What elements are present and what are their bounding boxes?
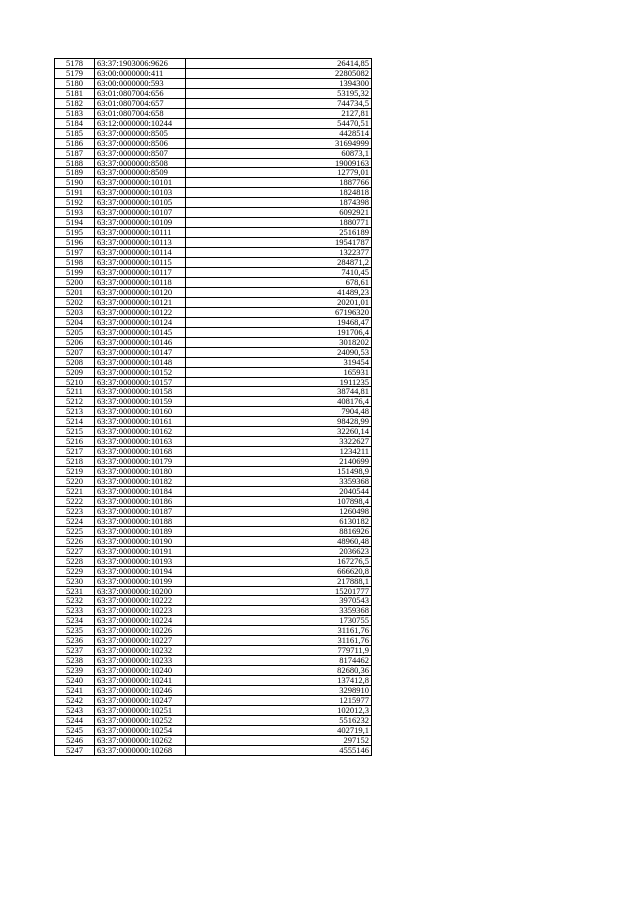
cadastral-value: 151498,9 (186, 467, 372, 477)
cadastral-value: 26414,85 (186, 59, 372, 69)
cadastral-number: 63:37:0000000:10241 (95, 676, 186, 686)
cadastral-value: 3359368 (186, 477, 372, 487)
cadastral-value: 1874398 (186, 198, 372, 208)
cadastral-value: 3359368 (186, 606, 372, 616)
row-number: 5200 (55, 277, 95, 287)
cadastral-number: 63:37:0000000:8505 (95, 128, 186, 138)
table-row (55, 128, 372, 138)
cadastral-value: 6092921 (186, 208, 372, 218)
cadastral-number: 63:37:0000000:10145 (95, 327, 186, 337)
table-row (55, 88, 372, 98)
row-number: 5187 (55, 148, 95, 158)
cadastral-number: 63:37:0000000:10251 (95, 705, 186, 715)
cadastral-number: 63:37:0000000:10105 (95, 198, 186, 208)
row-number: 5196 (55, 238, 95, 248)
table-row (55, 168, 372, 178)
cadastral-value: 1880771 (186, 218, 372, 228)
cadastral-number: 63:37:0000000:10232 (95, 646, 186, 656)
row-number: 5195 (55, 228, 95, 238)
cadastral-number: 63:37:0000000:10160 (95, 407, 186, 417)
row-number: 5220 (55, 477, 95, 487)
table-row (55, 656, 372, 666)
cadastral-value: 19541787 (186, 238, 372, 248)
cadastral-number: 63:37:0000000:10222 (95, 596, 186, 606)
cadastral-number: 63:37:0000000:10113 (95, 238, 186, 248)
cadastral-number: 63:37:0000000:10109 (95, 218, 186, 228)
row-number: 5182 (55, 98, 95, 108)
table-row (55, 526, 372, 536)
cadastral-number: 63:00:0000000:411 (95, 68, 186, 78)
row-number: 5244 (55, 715, 95, 725)
cadastral-number: 63:37:0000000:10194 (95, 566, 186, 576)
row-number: 5208 (55, 357, 95, 367)
cadastral-value: 137412,8 (186, 676, 372, 686)
row-number: 5221 (55, 486, 95, 496)
table-row (55, 118, 372, 128)
cadastral-number: 63:37:0000000:10152 (95, 367, 186, 377)
cadastral-number: 63:37:0000000:10103 (95, 188, 186, 198)
row-number: 5183 (55, 108, 95, 118)
cadastral-number: 63:37:0000000:10226 (95, 626, 186, 636)
cadastral-number: 63:37:0000000:10114 (95, 248, 186, 258)
cadastral-value: 4428514 (186, 128, 372, 138)
row-number: 5234 (55, 616, 95, 626)
table-row (55, 277, 372, 287)
row-number: 5230 (55, 576, 95, 586)
table-row (55, 467, 372, 477)
table-row (55, 636, 372, 646)
table-row (55, 387, 372, 397)
table-row (55, 268, 372, 278)
cadastral-number: 63:37:0000000:10233 (95, 656, 186, 666)
cadastral-value: 666620,8 (186, 566, 372, 576)
cadastral-number: 63:37:0000000:10168 (95, 447, 186, 457)
cadastral-value: 32260,14 (186, 427, 372, 437)
table-row (55, 208, 372, 218)
table-row (55, 596, 372, 606)
row-number: 5193 (55, 208, 95, 218)
cadastral-number: 63:37:0000000:10163 (95, 437, 186, 447)
cadastral-number: 63:37:0000000:10179 (95, 457, 186, 467)
table-row (55, 745, 372, 755)
cadastral-number: 63:37:0000000:10157 (95, 377, 186, 387)
cadastral-number: 63:37:0000000:10200 (95, 586, 186, 596)
row-number: 5241 (55, 686, 95, 696)
cadastral-values-table (54, 58, 372, 756)
row-number: 5209 (55, 367, 95, 377)
cadastral-value: 102012,3 (186, 705, 372, 715)
cadastral-value: 19468,47 (186, 317, 372, 327)
table-row (55, 715, 372, 725)
table-row (55, 516, 372, 526)
row-number: 5210 (55, 377, 95, 387)
cadastral-value: 15201777 (186, 586, 372, 596)
cadastral-value: 1911235 (186, 377, 372, 387)
row-number: 5178 (55, 59, 95, 69)
cadastral-number: 63:37:0000000:10252 (95, 715, 186, 725)
table-row (55, 646, 372, 656)
row-number: 5181 (55, 88, 95, 98)
cadastral-value: 1394300 (186, 78, 372, 88)
cadastral-number: 63:37:0000000:10262 (95, 735, 186, 745)
row-number: 5199 (55, 268, 95, 278)
table-row (55, 506, 372, 516)
table-row (55, 397, 372, 407)
cadastral-number: 63:37:0000000:10101 (95, 178, 186, 188)
cadastral-number: 63:37:0000000:10122 (95, 307, 186, 317)
cadastral-value: 2040544 (186, 486, 372, 496)
table-row (55, 427, 372, 437)
cadastral-number: 63:37:0000000:10107 (95, 208, 186, 218)
cadastral-number: 63:37:0000000:10147 (95, 347, 186, 357)
table-row (55, 626, 372, 636)
cadastral-number: 63:37:0000000:8507 (95, 148, 186, 158)
table-body (55, 59, 372, 756)
cadastral-value: 744734,5 (186, 98, 372, 108)
table-row (55, 347, 372, 357)
row-number: 5239 (55, 666, 95, 676)
row-number: 5216 (55, 437, 95, 447)
cadastral-value: 4555146 (186, 745, 372, 755)
cadastral-value: 19009163 (186, 158, 372, 168)
cadastral-number: 63:37:0000000:10189 (95, 526, 186, 536)
cadastral-number: 63:37:0000000:10148 (95, 357, 186, 367)
cadastral-number: 63:37:0000000:10146 (95, 337, 186, 347)
table-row (55, 188, 372, 198)
table-row (55, 238, 372, 248)
row-number: 5243 (55, 705, 95, 715)
cadastral-value: 1730755 (186, 616, 372, 626)
cadastral-value: 31161,76 (186, 626, 372, 636)
row-number: 5246 (55, 735, 95, 745)
row-number: 5180 (55, 78, 95, 88)
cadastral-number: 63:37:0000000:10223 (95, 606, 186, 616)
cadastral-number: 63:37:0000000:10247 (95, 696, 186, 706)
table-row (55, 258, 372, 268)
table-row (55, 546, 372, 556)
table-row (55, 437, 372, 447)
table-row (55, 218, 372, 228)
cadastral-number: 63:37:0000000:10118 (95, 277, 186, 287)
cadastral-value: 20201,01 (186, 297, 372, 307)
row-number: 5190 (55, 178, 95, 188)
table-row (55, 477, 372, 487)
cadastral-number: 63:37:0000000:10268 (95, 745, 186, 755)
row-number: 5214 (55, 417, 95, 427)
row-number: 5212 (55, 397, 95, 407)
row-number: 5215 (55, 427, 95, 437)
cadastral-number: 63:37:0000000:10187 (95, 506, 186, 516)
table-row (55, 447, 372, 457)
cadastral-number: 63:37:0000000:10115 (95, 258, 186, 268)
cadastral-value: 2127,81 (186, 108, 372, 118)
cadastral-value: 1215977 (186, 696, 372, 706)
cadastral-number: 63:37:0000000:10188 (95, 516, 186, 526)
cadastral-number: 63:00:0000000:593 (95, 78, 186, 88)
cadastral-value: 67196320 (186, 307, 372, 317)
cadastral-value: 408176,4 (186, 397, 372, 407)
cadastral-value: 107898,4 (186, 496, 372, 506)
cadastral-value: 8174462 (186, 656, 372, 666)
row-number: 5184 (55, 118, 95, 128)
row-number: 5191 (55, 188, 95, 198)
table-row (55, 307, 372, 317)
row-number: 5218 (55, 457, 95, 467)
cadastral-value: 297152 (186, 735, 372, 745)
table-row (55, 198, 372, 208)
row-number: 5247 (55, 745, 95, 755)
cadastral-value: 12779,01 (186, 168, 372, 178)
cadastral-number: 63:37:0000000:10224 (95, 616, 186, 626)
row-number: 5228 (55, 556, 95, 566)
cadastral-value: 8816926 (186, 526, 372, 536)
cadastral-number: 63:37:0000000:10240 (95, 666, 186, 676)
row-number: 5219 (55, 467, 95, 477)
table-row (55, 138, 372, 148)
cadastral-number: 63:37:0000000:10227 (95, 636, 186, 646)
row-number: 5223 (55, 506, 95, 516)
cadastral-number: 63:37:0000000:10120 (95, 287, 186, 297)
table-row (55, 566, 372, 576)
cadastral-number: 63:37:0000000:10117 (95, 268, 186, 278)
cadastral-value: 7410,45 (186, 268, 372, 278)
cadastral-value: 41489,23 (186, 287, 372, 297)
cadastral-value: 191706,4 (186, 327, 372, 337)
table-row (55, 676, 372, 686)
cadastral-number: 63:01:0807004:656 (95, 88, 186, 98)
cadastral-number: 63:37:1903006:9626 (95, 59, 186, 69)
row-number: 5222 (55, 496, 95, 506)
table-row (55, 68, 372, 78)
cadastral-value: 402719,1 (186, 725, 372, 735)
table-row (55, 576, 372, 586)
table-row (55, 686, 372, 696)
cadastral-value: 678,61 (186, 277, 372, 287)
cadastral-value: 1234211 (186, 447, 372, 457)
cadastral-value: 1824818 (186, 188, 372, 198)
row-number: 5204 (55, 317, 95, 327)
row-number: 5211 (55, 387, 95, 397)
cadastral-number: 63:37:0000000:10162 (95, 427, 186, 437)
cadastral-value: 2036623 (186, 546, 372, 556)
cadastral-value: 60873,1 (186, 148, 372, 158)
table-row (55, 178, 372, 188)
cadastral-value: 2140699 (186, 457, 372, 467)
cadastral-value: 98428,99 (186, 417, 372, 427)
row-number: 5202 (55, 297, 95, 307)
table-row (55, 496, 372, 506)
cadastral-number: 63:37:0000000:10124 (95, 317, 186, 327)
table-row (55, 417, 372, 427)
cadastral-value: 3322627 (186, 437, 372, 447)
row-number: 5203 (55, 307, 95, 317)
row-number: 5179 (55, 68, 95, 78)
row-number: 5237 (55, 646, 95, 656)
cadastral-value: 22805082 (186, 68, 372, 78)
row-number: 5186 (55, 138, 95, 148)
table-row (55, 367, 372, 377)
cadastral-number: 63:37:0000000:10246 (95, 686, 186, 696)
table-row (55, 536, 372, 546)
table-row (55, 78, 372, 88)
table-row (55, 297, 372, 307)
table-row (55, 556, 372, 566)
row-number: 5198 (55, 258, 95, 268)
cadastral-number: 63:01:0807004:657 (95, 98, 186, 108)
table-row (55, 705, 372, 715)
row-number: 5206 (55, 337, 95, 347)
row-number: 5213 (55, 407, 95, 417)
cadastral-value: 284871,2 (186, 258, 372, 268)
cadastral-value: 2516189 (186, 228, 372, 238)
row-number: 5207 (55, 347, 95, 357)
cadastral-value: 779711,9 (186, 646, 372, 656)
cadastral-value: 38744,81 (186, 387, 372, 397)
table-row (55, 228, 372, 238)
row-number: 5225 (55, 526, 95, 536)
cadastral-value: 1260498 (186, 506, 372, 516)
cadastral-value: 217888,1 (186, 576, 372, 586)
row-number: 5189 (55, 168, 95, 178)
row-number: 5236 (55, 636, 95, 646)
cadastral-value: 3018202 (186, 337, 372, 347)
cadastral-number: 63:37:0000000:10121 (95, 297, 186, 307)
cadastral-number: 63:37:0000000:10111 (95, 228, 186, 238)
table-row (55, 248, 372, 258)
row-number: 5192 (55, 198, 95, 208)
cadastral-number: 63:37:0000000:10186 (95, 496, 186, 506)
cadastral-value: 31161,76 (186, 636, 372, 646)
table-row (55, 287, 372, 297)
row-number: 5232 (55, 596, 95, 606)
cadastral-number: 63:37:0000000:8509 (95, 168, 186, 178)
cadastral-value: 48960,48 (186, 536, 372, 546)
table-row (55, 486, 372, 496)
table-row (55, 148, 372, 158)
cadastral-value: 1322377 (186, 248, 372, 258)
cadastral-number: 63:01:0807004:658 (95, 108, 186, 118)
cadastral-value: 82680,36 (186, 666, 372, 676)
cadastral-value: 53195,32 (186, 88, 372, 98)
table-row (55, 616, 372, 626)
row-number: 5201 (55, 287, 95, 297)
table-row (55, 98, 372, 108)
table-row (55, 696, 372, 706)
row-number: 5224 (55, 516, 95, 526)
cadastral-number: 63:37:0000000:10191 (95, 546, 186, 556)
cadastral-number: 63:12:0000000:10244 (95, 118, 186, 128)
table-row (55, 357, 372, 367)
cadastral-value: 7904,48 (186, 407, 372, 417)
cadastral-number: 63:37:0000000:10184 (95, 486, 186, 496)
row-number: 5231 (55, 586, 95, 596)
row-number: 5245 (55, 725, 95, 735)
row-number: 5235 (55, 626, 95, 636)
cadastral-number: 63:37:0000000:10190 (95, 536, 186, 546)
row-number: 5217 (55, 447, 95, 457)
table-row (55, 725, 372, 735)
row-number: 5229 (55, 566, 95, 576)
row-number: 5185 (55, 128, 95, 138)
cadastral-value: 1887766 (186, 178, 372, 188)
row-number: 5197 (55, 248, 95, 258)
table-row (55, 606, 372, 616)
cadastral-number: 63:37:0000000:10193 (95, 556, 186, 566)
cadastral-value: 319454 (186, 357, 372, 367)
cadastral-value: 3970543 (186, 596, 372, 606)
table-row (55, 317, 372, 327)
cadastral-value: 3298910 (186, 686, 372, 696)
cadastral-number: 63:37:0000000:10159 (95, 397, 186, 407)
cadastral-number: 63:37:0000000:10161 (95, 417, 186, 427)
table-row (55, 457, 372, 467)
row-number: 5233 (55, 606, 95, 616)
table-row (55, 735, 372, 745)
cadastral-number: 63:37:0000000:10199 (95, 576, 186, 586)
cadastral-number: 63:37:0000000:10158 (95, 387, 186, 397)
cadastral-value: 165931 (186, 367, 372, 377)
row-number: 5240 (55, 676, 95, 686)
cadastral-value: 24090,53 (186, 347, 372, 357)
row-number: 5205 (55, 327, 95, 337)
cadastral-number: 63:37:0000000:8506 (95, 138, 186, 148)
row-number: 5226 (55, 536, 95, 546)
cadastral-number: 63:37:0000000:10182 (95, 477, 186, 487)
cadastral-value: 167276,5 (186, 556, 372, 566)
cadastral-value: 5516232 (186, 715, 372, 725)
cadastral-number: 63:37:0000000:10180 (95, 467, 186, 477)
cadastral-value: 31694999 (186, 138, 372, 148)
table-row (55, 377, 372, 387)
table-row (55, 407, 372, 417)
table-row (55, 666, 372, 676)
table-row (55, 158, 372, 168)
cadastral-value: 6130182 (186, 516, 372, 526)
cadastral-value: 54470,51 (186, 118, 372, 128)
table-row (55, 337, 372, 347)
table-row (55, 327, 372, 337)
row-number: 5194 (55, 218, 95, 228)
row-number: 5188 (55, 158, 95, 168)
cadastral-number: 63:37:0000000:10254 (95, 725, 186, 735)
cadastral-number: 63:37:0000000:8508 (95, 158, 186, 168)
table-row (55, 59, 372, 69)
table-row (55, 586, 372, 596)
row-number: 5238 (55, 656, 95, 666)
table-row (55, 108, 372, 118)
row-number: 5227 (55, 546, 95, 556)
row-number: 5242 (55, 696, 95, 706)
